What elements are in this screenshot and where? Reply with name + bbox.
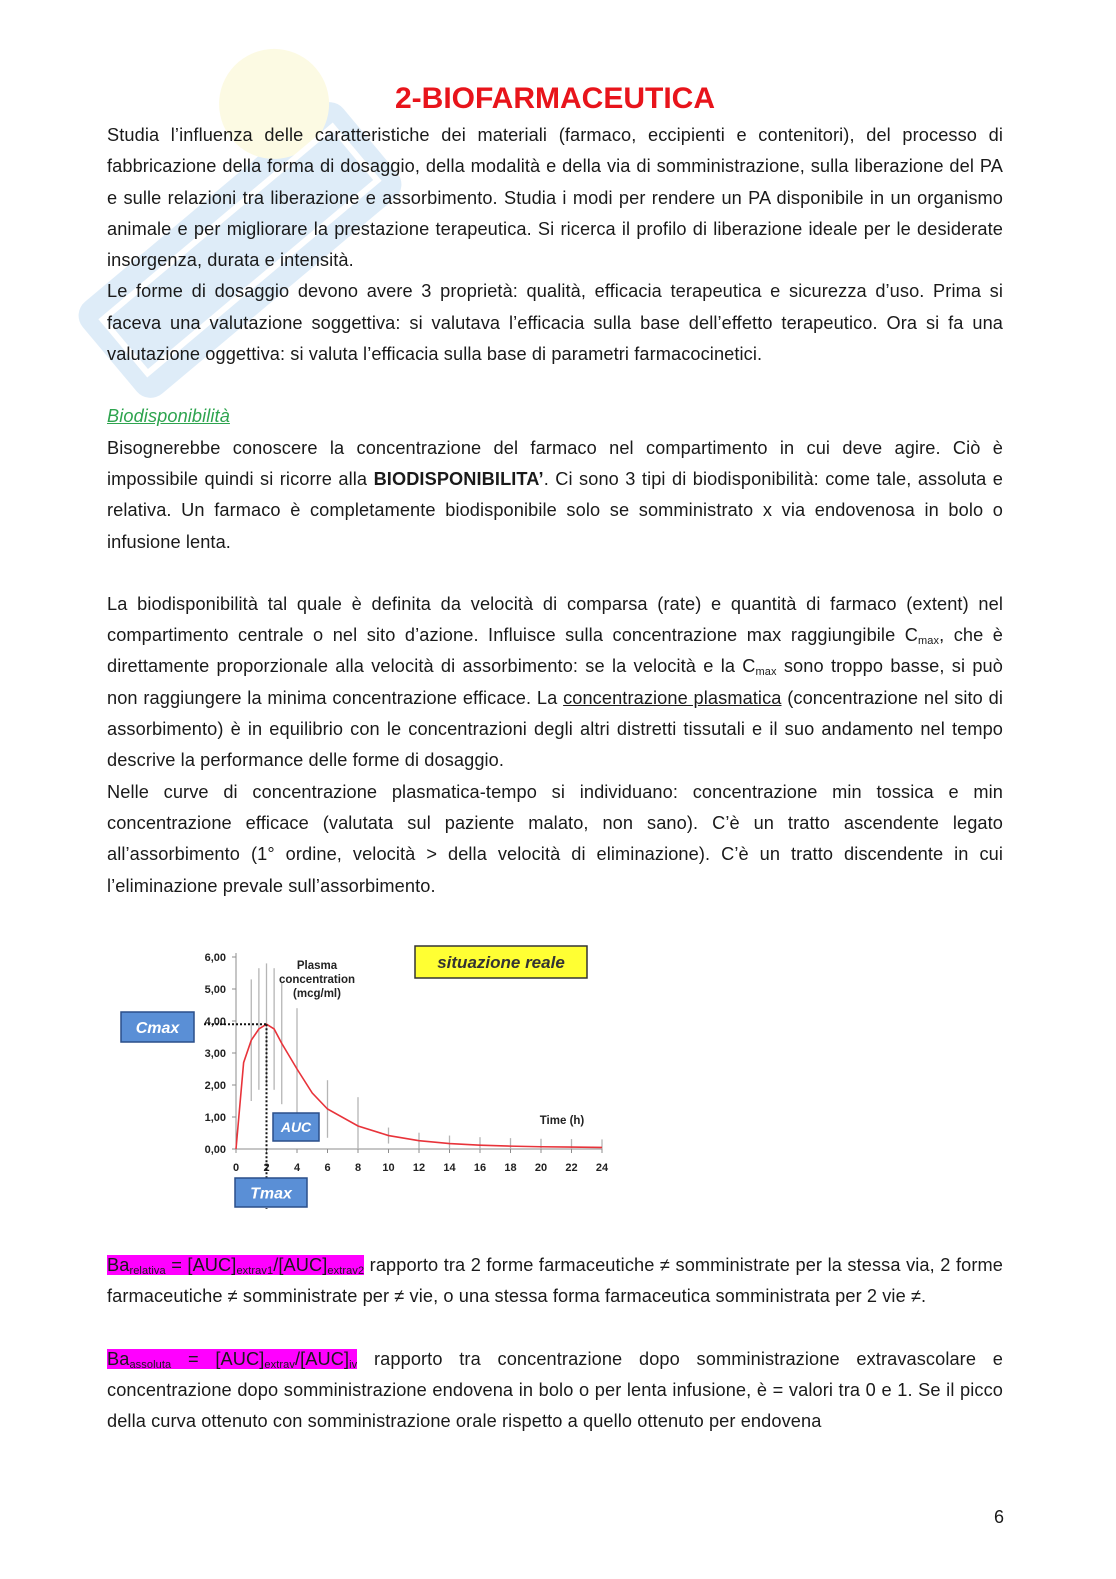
intro-paragraph: Le forme di dosaggio devono avere 3 proprietà: qualità, efficacia terapeutica e sicurezza d’uso. Prima si faceva una valutazione soggettiva: si valutava l’efficacia sulla base dell’effetto terapeutico. Ora si fa una valutazione oggettiva: si valuta l’efficacia sulla base di parametri farmacocinetici. <box>107 281 1003 365</box>
chart-title-line: concentration <box>278 974 356 986</box>
chart-title-line: Plasma <box>296 960 338 972</box>
x-tick-label: 18 <box>504 1162 517 1174</box>
x-tick-label: 10 <box>382 1162 395 1174</box>
x-tick-label: 8 <box>354 1162 362 1174</box>
underlined-term: concentrazione plasmatica <box>563 687 782 708</box>
ba-relativa-formula: $Ba_{relativa} = [AUC]_{extrav1}/[AUC]_{extrav2}$ <box>107 1255 365 1277</box>
ba-relativa-paragraph: $Ba_{relativa} = [AUC]_{extrav1}/[AUC]_{extrav2}$ rapporto tra 2 forme farmaceutiche ≠ somministrate per la stessa via, 2 forme farmaceutiche ≠ somministrate per ≠ vie, o una stessa forma farmaceutica somministrata per 2 vie ≠. <box>107 1255 1003 1307</box>
y-tick-label: 2,00 <box>204 1080 226 1092</box>
curve-paragraph: Nelle curve di concentrazione plasmatica-tempo si individuano: concentrazione min tossica e min concentrazione efficace (valutata sul paziente malato, non sano). C’è un tratto ascendente legato all’assorbimento (1° ordine, velocità > della velocità di eliminazione). C’è un tratto discendente in cui l’eliminazione prevale sull’assorbimento. <box>107 781 1003 896</box>
x-tick-label: 24 <box>595 1162 609 1174</box>
section-heading-biodisponibilita[interactable]: Biodisponibilità <box>107 406 230 427</box>
plasma-concentration-chart <box>107 938 627 1213</box>
auc-label: AUC <box>280 1119 312 1136</box>
x-tick-label: 22 <box>565 1162 578 1174</box>
page-number: 6 <box>993 1507 1004 1527</box>
x-tick-label: 14 <box>443 1162 456 1174</box>
cmax-label: Cmax <box>135 1019 180 1037</box>
x-tick-label: 16 <box>473 1162 487 1174</box>
y-tick-label: 5,00 <box>204 984 226 996</box>
x-axis-label: Time (h) <box>539 1115 585 1127</box>
x-tick-label: 12 <box>412 1162 426 1174</box>
ba-assoluta-formula: $Ba_{assoluta} = [AUC]_{extrav}/[AUC]_{iv}$ <box>107 1348 358 1371</box>
y-tick-label: 1,00 <box>204 1112 226 1124</box>
intro-paragraph: Studia l’influenza delle caratteristiche dei materiali (farmaco, eccipienti e contenitori), del processo di fabbricazione della forma di dosaggio, della modalità e della via di somministrazione, sulla liberazione del PA e sulle relazioni tra liberazione e assorbimento. Studia i modi per rendere un PA disponibile in un organismo animale e per migliorare la prestazione terapeutica. Si ricerca il profilo di liberazione ideale per le desiderate insorgenza, durata e intensità. <box>107 125 1003 271</box>
chart-title-line: (mcg/ml) <box>293 988 341 1000</box>
x-tick-label: 0 <box>232 1162 240 1174</box>
x-tick-label: 20 <box>534 1162 548 1174</box>
biodisponibilita-paragraph: Bisognerebbe conoscere la concentrazione del farmaco nel compartimento in cui deve agire. Ciò è impossibile quindi si ricorre alla BIODISPONIBILITA’. Ci sono 3 tipi di biodisponibilità: come tale, assoluta e relativa. Un farmaco è completamente biodisponibile solo se somministrato x via endovenosa in bolo o infusione lenta. <box>107 437 1003 552</box>
page-title: 2-BIOFARMACEUTICA <box>395 82 715 115</box>
rate-paragraph: La biodisponibilità tal quale è definita da velocità di comparsa (rate) e quantità di farmaco (extent) nel compartimento centrale o nel sito d’azione. Influisce sulla concentrazione max raggiungibile $C_{max}$, che è direttamente proporzionale alla velocità di assorbimento: se la velocità e la $C_{max}$ sono troppo basse, si può non raggiungere la minima concentrazione efficace. La concentrazione plasmatica (concentrazione nel sito di assorbimento) è in equilibrio con le concentrazioni degli altri distretti tissutali e il suo andamento nel tempo descrive la performance delle forme di dosaggio. <box>107 593 1003 771</box>
tmax-label: Tmax <box>250 1185 292 1203</box>
y-tick-label: 6,00 <box>204 952 226 964</box>
x-tick-label: 4 <box>293 1162 301 1174</box>
situation-label: situazione reale <box>437 953 565 973</box>
y-tick-label: 3,00 <box>204 1048 226 1060</box>
ba-assoluta-paragraph: $Ba_{assoluta} = [AUC]_{extrav}/[AUC]_{iv}$ rapporto tra concentrazione dopo somministrazione extravascolare e concentrazione dopo somministrazione endovena in bolo o per lenta infusione, è = valori tra 0 e 1. Se il picco della curva ottenuto con somministrazione orale rispetto a quello ottenuto per endovena <box>107 1348 1003 1432</box>
x-tick-label: 6 <box>324 1162 331 1174</box>
formula-section <box>107 1250 1003 1437</box>
y-tick-label: 0,00 <box>204 1144 226 1156</box>
x-tick-label: 2 <box>263 1162 270 1174</box>
y-tick-label: 4,00 <box>204 1016 226 1028</box>
document-page <box>107 78 1003 902</box>
